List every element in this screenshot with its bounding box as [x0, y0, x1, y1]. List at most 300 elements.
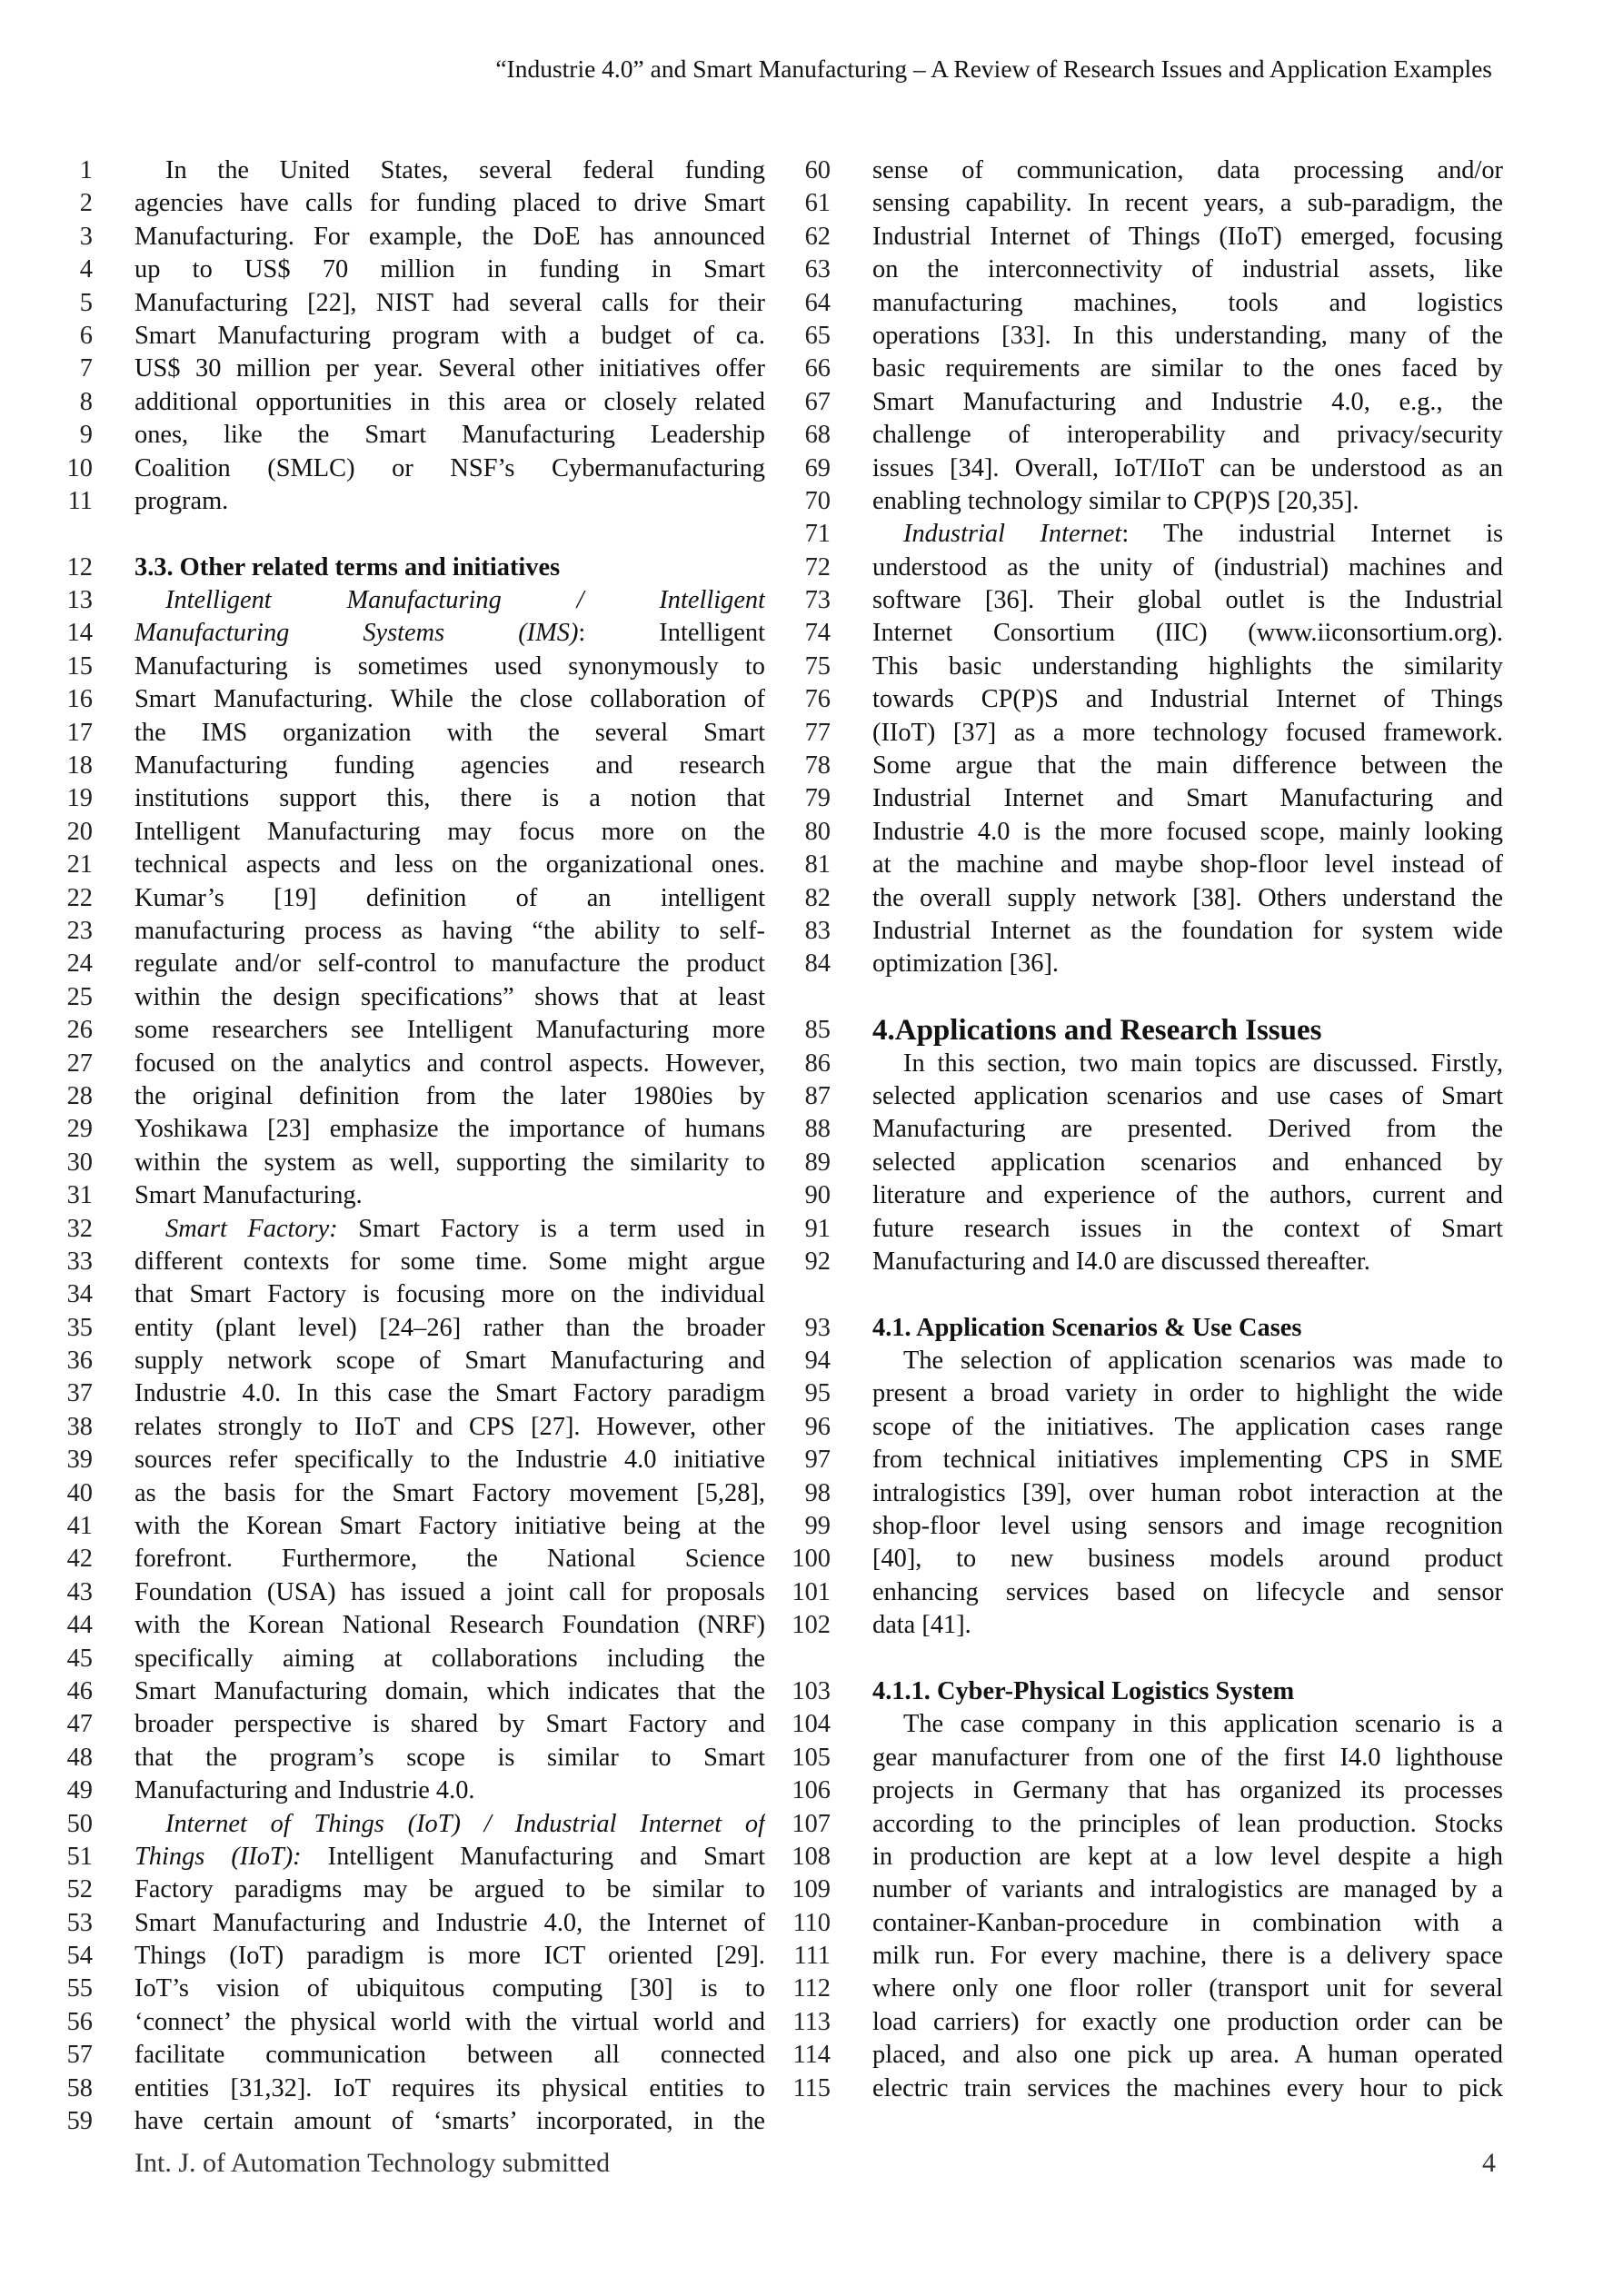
- text-segment: different contexts for some time. Some might argue: [134, 1247, 765, 1276]
- text-line: [804, 948, 1503, 980]
- line-text: [134, 849, 765, 881]
- text-line: [66, 584, 765, 617]
- text-segment: : The industrial Internet is: [1121, 520, 1503, 549]
- line-text: [872, 221, 1503, 253]
- text-segment: literature and experience of the authors, current and: [872, 1181, 1503, 1210]
- text-line: [804, 253, 1503, 286]
- line-text: [872, 452, 1503, 485]
- line-text: [872, 1080, 1503, 1113]
- line-number: 6: [79, 321, 93, 350]
- text-line: [792, 2072, 1503, 2105]
- line-number: 15: [66, 651, 93, 681]
- left-column: [66, 154, 765, 2138]
- text-line: [792, 1907, 1503, 1940]
- line-number: 73: [804, 586, 831, 615]
- line-number: 71: [804, 520, 831, 549]
- text-segment: container-Kanban-procedure in combination with a: [872, 1908, 1503, 1937]
- line-text: [872, 1708, 1503, 1741]
- line-text: [872, 552, 1503, 584]
- line-text: [872, 1874, 1503, 1906]
- line-text: [134, 1510, 765, 1543]
- text-line: [66, 1113, 765, 1146]
- line-number: 89: [804, 1148, 831, 1177]
- text-line: [66, 2105, 765, 2138]
- text-segment: within the system as well, supporting the similarity to: [134, 1148, 765, 1177]
- line-text: [872, 1510, 1503, 1543]
- line-text: [134, 1576, 765, 1609]
- text-segment: sources refer specifically to the Industrie 4.0 initiative: [134, 1446, 765, 1475]
- text-segment: institutions support this, there is a notion that: [134, 784, 765, 813]
- text-segment: enabling technology similar to CP(P)S [20,35].: [872, 486, 1359, 515]
- line-number: 14: [66, 619, 93, 648]
- text-segment: (IIoT) [37] as a more technology focused framework.: [872, 718, 1503, 747]
- text-line: [66, 1609, 765, 1642]
- line-number: 3: [79, 222, 93, 251]
- line-number: 91: [804, 1214, 831, 1243]
- text-line: [79, 287, 765, 320]
- line-number: 85: [804, 1016, 831, 1045]
- line-text: [134, 1643, 765, 1675]
- line-number: 81: [804, 850, 831, 880]
- line-text: [872, 485, 1503, 518]
- line-number: 47: [66, 1710, 93, 1739]
- line-text: [872, 782, 1503, 815]
- line-number: 55: [66, 1974, 93, 2003]
- text-segment: intralogistics [39], over human robot interaction at the: [872, 1478, 1503, 1507]
- line-text: [134, 1080, 765, 1113]
- line-number: 34: [66, 1280, 93, 1309]
- text-segment: facilitate communication between all connected: [134, 2041, 765, 2070]
- line-text: [134, 1377, 765, 1410]
- line-text: [134, 1312, 765, 1345]
- text-segment: technical aspects and less on the organizational ones.: [134, 850, 765, 880]
- text-line: [804, 1510, 1503, 1543]
- section-heading: 4.1. Application Scenarios & Use Cases: [872, 1313, 1302, 1342]
- line-text: [134, 1278, 765, 1311]
- line-number: 109: [792, 1875, 831, 1904]
- text-line: [804, 617, 1503, 650]
- line-text: [134, 1411, 765, 1444]
- line-text: [134, 1048, 765, 1080]
- text-line: [804, 1377, 1503, 1410]
- line-number: 99: [804, 1512, 831, 1541]
- text-segment: The selection of application scenarios was made to: [903, 1347, 1503, 1376]
- line-number: 28: [66, 1081, 93, 1110]
- line-text: [134, 1477, 765, 1510]
- line-number: 92: [804, 1247, 831, 1276]
- text-line: [66, 2039, 765, 2072]
- line-number: 100: [792, 1545, 831, 1574]
- text-line: [793, 1940, 1503, 1973]
- text-segment: Yoshikawa [23] emphasize the importance of humans: [134, 1115, 765, 1144]
- text-line: [134, 518, 765, 551]
- line-text: [134, 1147, 765, 1179]
- line-number: 20: [66, 817, 93, 846]
- line-number: 54: [66, 1942, 93, 1971]
- text-line: [804, 320, 1503, 353]
- line-text: [134, 2105, 765, 2138]
- line-number: 23: [66, 916, 93, 945]
- line-text: [872, 1675, 1503, 1708]
- text-line: [804, 782, 1503, 815]
- line-text: [134, 1179, 765, 1212]
- line-text: [872, 1113, 1503, 1146]
- text-segment: Industrial Internet of Things (IIoT) emerged, focusing: [872, 222, 1503, 251]
- section-heading: 4.Applications and Research Issues: [872, 1014, 1322, 1048]
- text-line: [792, 1874, 1503, 1906]
- text-line: [66, 1874, 765, 1906]
- line-number: 77: [804, 718, 831, 747]
- text-segment: regulate and/or self-control to manufacture the product: [134, 949, 765, 979]
- line-text: [134, 948, 765, 980]
- line-number: 105: [792, 1743, 831, 1772]
- text-line: [66, 1312, 765, 1345]
- line-text: [872, 287, 1503, 320]
- text-segment: ‘connect’ the physical world with the virtual world and: [134, 2007, 765, 2036]
- line-text: [872, 320, 1503, 353]
- text-segment: Some argue that the main difference between the: [872, 751, 1503, 780]
- text-line: [79, 221, 765, 253]
- line-number: 82: [804, 883, 831, 912]
- text-line: [66, 1708, 765, 1741]
- line-text: [134, 1246, 765, 1278]
- line-text: [134, 1444, 765, 1476]
- line-text: [134, 1973, 765, 2005]
- line-number: 88: [804, 1115, 831, 1144]
- line-number: 13: [66, 586, 93, 615]
- text-line: [804, 485, 1503, 518]
- line-number: 43: [66, 1577, 93, 1606]
- text-segment: In this section, two main topics are discussed. Firstly,: [903, 1049, 1503, 1078]
- line-number: 57: [66, 2041, 93, 2070]
- text-line: [66, 1444, 765, 1476]
- line-number: 8: [79, 387, 93, 416]
- line-number: 11: [67, 486, 93, 515]
- line-number: 9: [79, 421, 93, 450]
- text-line: [804, 1080, 1503, 1113]
- line-text: [872, 1411, 1503, 1444]
- text-line: [66, 552, 765, 584]
- text-segment: Smart Manufacturing program with a budget of ca.: [134, 321, 765, 350]
- text-line: [804, 1048, 1503, 1080]
- text-segment: that the program’s scope is similar to Smart: [134, 1743, 765, 1772]
- text-line: [804, 518, 1503, 551]
- text-line: [872, 1278, 1503, 1311]
- text-line: [79, 154, 765, 187]
- text-line: [804, 882, 1503, 915]
- line-text: [872, 584, 1503, 617]
- line-text: [134, 253, 765, 286]
- text-line: [66, 981, 765, 1014]
- line-number: 110: [792, 1908, 831, 1937]
- text-segment: towards CP(P)S and Industrial Internet of Things: [872, 685, 1503, 714]
- line-number: 51: [66, 1842, 93, 1871]
- text-segment: The case company in this application scenario is a: [903, 1710, 1503, 1739]
- line-text: [872, 1774, 1503, 1807]
- text-line: [79, 320, 765, 353]
- text-line: [66, 1576, 765, 1609]
- text-segment: Smart Manufacturing and Industrie 4.0, e.g., the: [872, 387, 1503, 416]
- line-text: [134, 717, 765, 750]
- line-number: 114: [792, 2041, 831, 2070]
- text-line: [804, 1312, 1503, 1345]
- line-text: [134, 1808, 765, 1841]
- line-number: 12: [66, 552, 93, 581]
- text-line: [804, 584, 1503, 617]
- line-number: 94: [804, 1347, 831, 1376]
- text-line: [66, 2006, 765, 2039]
- text-segment: milk run. For every machine, there is a delivery space: [872, 1942, 1503, 1971]
- line-number: 70: [804, 486, 831, 515]
- line-number: 59: [66, 2107, 93, 2136]
- text-segment: supply network scope of Smart Manufacturing and: [134, 1347, 765, 1376]
- text-segment: program.: [134, 486, 229, 515]
- line-text: [872, 518, 1503, 551]
- text-line: [67, 485, 765, 518]
- line-number: 98: [804, 1478, 831, 1507]
- text-segment: projects in Germany that has organized its processes: [872, 1776, 1503, 1805]
- text-line: [872, 1643, 1503, 1675]
- text-line: [66, 915, 765, 948]
- footer-journal: Int. J. of Automation Technology submitted: [134, 2148, 611, 2178]
- line-number: 17: [66, 718, 93, 747]
- text-segment: in production are kept at a low level despite a high: [872, 1842, 1503, 1871]
- line-number: 86: [804, 1049, 831, 1078]
- line-number: 95: [804, 1379, 831, 1408]
- text-segment: Industrial Internet: [903, 520, 1122, 549]
- text-line: [804, 1246, 1503, 1278]
- line-number: 40: [66, 1478, 93, 1507]
- line-text: [134, 981, 765, 1014]
- line-number: 49: [66, 1776, 93, 1805]
- line-text: [872, 1841, 1503, 1874]
- text-line: [66, 1278, 765, 1311]
- text-line: [804, 1213, 1503, 1246]
- text-segment: : Intelligent: [578, 619, 765, 648]
- text-line: [79, 353, 765, 385]
- text-line: [66, 1907, 765, 1940]
- line-text: [872, 816, 1503, 849]
- text-line: [79, 187, 765, 220]
- line-text: [872, 1048, 1503, 1080]
- text-segment: according to the principles of lean production. Stocks: [872, 1809, 1503, 1838]
- line-number: 113: [792, 2007, 831, 2036]
- line-text: [872, 1973, 1503, 2005]
- text-segment: Smart Factory:: [165, 1214, 338, 1243]
- line-text: [872, 1147, 1503, 1179]
- text-line: [66, 2072, 765, 2105]
- text-segment: additional opportunities in this area or closely related: [134, 387, 765, 416]
- text-segment: data [41].: [872, 1611, 971, 1640]
- text-segment: the original definition from the later 1980ies by: [134, 1081, 765, 1110]
- line-number: 5: [79, 288, 93, 317]
- page-number: 4: [1482, 2148, 1496, 2178]
- text-segment: issues [34]. Overall, IoT/IIoT can be understood as an: [872, 453, 1503, 482]
- text-line: [66, 1377, 765, 1410]
- text-segment: where only one floor roller (transport unit for several: [872, 1974, 1503, 2003]
- line-text: [134, 187, 765, 220]
- line-text: [134, 1774, 765, 1807]
- line-number: 33: [66, 1247, 93, 1276]
- line-number: 69: [804, 453, 831, 482]
- line-text: [872, 1576, 1503, 1609]
- text-line: [804, 1477, 1503, 1510]
- text-line: [792, 1543, 1503, 1575]
- text-segment: shop-floor level using sensors and image recognition: [872, 1512, 1503, 1541]
- text-line: [66, 1940, 765, 1973]
- text-line: [792, 1742, 1503, 1774]
- line-number: 62: [804, 222, 831, 251]
- line-number: 96: [804, 1412, 831, 1441]
- text-line: [804, 353, 1503, 385]
- line-number: 111: [793, 1942, 831, 1971]
- text-segment: Intelligent Manufacturing and Smart: [301, 1842, 765, 1871]
- text-line: [792, 1808, 1503, 1841]
- line-text: [872, 1213, 1503, 1246]
- text-line: [804, 915, 1503, 948]
- text-line: [66, 782, 765, 815]
- text-segment: Coalition (SMLC) or NSF’s Cybermanufacturing: [134, 453, 765, 482]
- text-segment: Internet of Things (IoT) / Industrial Internet of: [165, 1809, 765, 1838]
- text-segment: as the basis for the Smart Factory movement [5,28],: [134, 1478, 765, 1507]
- text-line: [792, 2006, 1503, 2039]
- line-text: [872, 882, 1503, 915]
- line-number: 1: [79, 156, 93, 184]
- line-number: 48: [66, 1743, 93, 1772]
- line-number: 72: [804, 552, 831, 581]
- text-line: [66, 1510, 765, 1543]
- line-number: 22: [66, 883, 93, 912]
- section-heading: 3.3. Other related terms and initiatives: [134, 552, 561, 581]
- text-line: [804, 1444, 1503, 1476]
- text-line: [804, 1014, 1503, 1048]
- text-line: [66, 617, 765, 650]
- text-line: [66, 1048, 765, 1080]
- text-segment: Factory paradigms may be argued to be similar to: [134, 1875, 765, 1904]
- line-number: 83: [804, 916, 831, 945]
- line-number: 24: [66, 949, 93, 979]
- text-line: [792, 1841, 1503, 1874]
- line-text: [134, 386, 765, 419]
- text-line: [66, 882, 765, 915]
- line-text: [134, 816, 765, 849]
- text-line: [66, 1411, 765, 1444]
- line-text: [872, 651, 1503, 683]
- line-number: 104: [792, 1710, 831, 1739]
- line-number: 2: [79, 189, 93, 218]
- text-segment: Manufacturing and Industrie 4.0.: [134, 1776, 475, 1805]
- line-text: [872, 386, 1503, 419]
- text-line: [804, 651, 1503, 683]
- text-line: [66, 683, 765, 716]
- line-text: [134, 452, 765, 485]
- line-number: 79: [804, 784, 831, 813]
- text-segment: number of variants and intralogistics are managed by a: [872, 1875, 1503, 1904]
- text-line: [804, 154, 1503, 187]
- text-line: [79, 386, 765, 419]
- text-segment: Intelligent Manufacturing may focus more on the: [134, 817, 765, 846]
- text-segment: Things (IIoT):: [134, 1842, 302, 1871]
- text-segment: basic requirements are similar to the ones faced by: [872, 354, 1503, 383]
- line-text: [134, 1841, 765, 1874]
- text-line: [79, 419, 765, 452]
- line-text: [872, 1377, 1503, 1410]
- text-line: [66, 452, 765, 485]
- line-text: [134, 353, 765, 385]
- text-segment: operations [33]. In this understanding, many of the: [872, 321, 1503, 350]
- text-segment: manufacturing process as having “the ability to self-: [134, 916, 765, 945]
- text-line: [66, 1080, 765, 1113]
- text-segment: entities [31,32]. IoT requires its physical entities to: [134, 2073, 765, 2102]
- text-segment: from technical initiatives implementing CPS in SME: [872, 1446, 1503, 1475]
- text-line: [66, 1477, 765, 1510]
- line-number: 50: [66, 1809, 93, 1838]
- line-text: [134, 552, 765, 584]
- line-number: 52: [66, 1875, 93, 1904]
- text-segment: scope of the initiatives. The application cases range: [872, 1412, 1503, 1441]
- line-text: [134, 320, 765, 353]
- text-segment: selected application scenarios and enhanced by: [872, 1148, 1503, 1177]
- line-number: 108: [792, 1842, 831, 1871]
- text-segment: Industrie 4.0 is the more focused scope, mainly looking: [872, 817, 1503, 846]
- text-line: [66, 717, 765, 750]
- text-segment: This basic understanding highlights the similarity: [872, 651, 1503, 681]
- line-number: 39: [66, 1446, 93, 1475]
- line-text: [872, 253, 1503, 286]
- line-text: [872, 750, 1503, 782]
- line-number: 44: [66, 1611, 93, 1640]
- text-segment: Manufacturing. For example, the DoE has announced: [134, 222, 765, 251]
- line-text: [872, 1312, 1503, 1345]
- line-number: 46: [66, 1676, 93, 1705]
- text-line: [66, 1543, 765, 1575]
- line-number: 19: [66, 784, 93, 813]
- line-number: 106: [792, 1776, 831, 1805]
- line-number: 31: [66, 1181, 93, 1210]
- line-number: 26: [66, 1016, 93, 1045]
- text-line: [792, 2039, 1503, 2072]
- text-line: [66, 1774, 765, 1807]
- line-text: [134, 2006, 765, 2039]
- text-segment: US$ 30 million per year. Several other initiatives offer: [134, 354, 765, 383]
- right-column: [792, 154, 1503, 2105]
- line-text: [134, 617, 765, 650]
- line-text: [134, 1708, 765, 1741]
- text-segment: some researchers see Intelligent Manufacturing more: [134, 1016, 765, 1045]
- text-segment: Manufacturing Systems (IMS): [134, 619, 579, 648]
- text-segment: at the machine and maybe shop-floor level instead of: [872, 850, 1503, 880]
- text-segment: specifically aiming at collaborations including the: [134, 1644, 765, 1673]
- text-segment: up to US$ 70 million in funding in Smart: [134, 255, 765, 284]
- line-number: 37: [66, 1379, 93, 1408]
- text-line: [66, 816, 765, 849]
- line-text: [872, 1742, 1503, 1774]
- text-segment: present a broad variety in order to highlight the wide: [872, 1379, 1503, 1408]
- line-number: 32: [66, 1214, 93, 1243]
- text-line: [804, 386, 1503, 419]
- line-text: [134, 750, 765, 782]
- text-line: [804, 1113, 1503, 1146]
- text-segment: Manufacturing funding agencies and research: [134, 751, 765, 780]
- text-line: [804, 221, 1503, 253]
- line-text: [872, 683, 1503, 716]
- line-number: 10: [66, 453, 93, 482]
- text-line: [804, 1147, 1503, 1179]
- line-number: 84: [804, 949, 831, 979]
- line-number: 107: [792, 1809, 831, 1838]
- text-segment: forefront. Furthermore, the National Science: [134, 1545, 765, 1574]
- line-text: [134, 221, 765, 253]
